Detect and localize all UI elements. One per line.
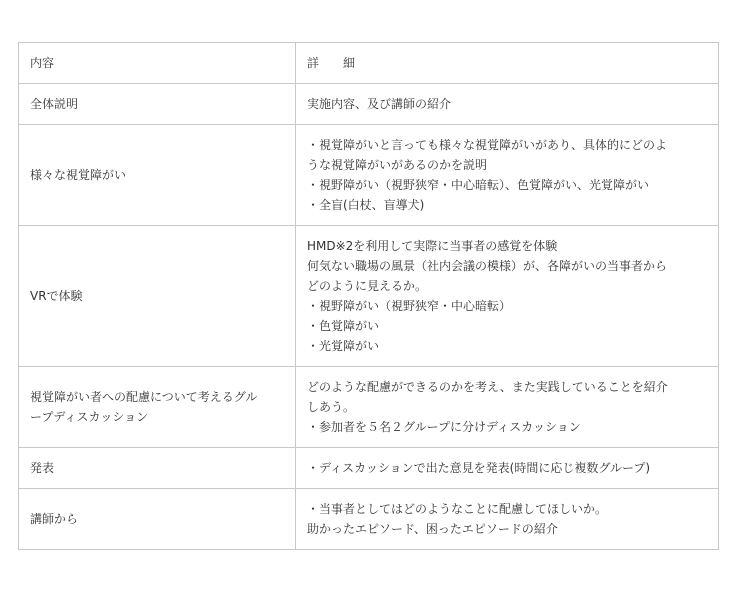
detail-line: ・ディスカッションで出た意見を発表(時間に応じ複数グループ) — [307, 461, 651, 475]
row-label: VRで体験 — [19, 226, 296, 367]
row-label-line: 視覚障がい者への配慮について考えるグル — [30, 390, 258, 404]
detail-line: どのような配慮ができるのかを考え、また実践していることを紹介 — [307, 380, 668, 394]
detail-line: ・視野障がい（視野狭窄・中心暗転） — [307, 299, 512, 313]
table-row — [19, 125, 719, 226]
detail-line: ・参加者を５名２グループに分けディスカッション — [307, 420, 581, 434]
table-row — [19, 226, 719, 367]
table-header-row — [19, 43, 719, 84]
row-label: 様々な視覚障がい — [19, 125, 296, 226]
row-detail — [296, 226, 719, 367]
table-row — [19, 448, 719, 489]
row-label: 全体説明 — [19, 84, 296, 125]
row-label: 発表 — [19, 448, 296, 489]
detail-line: ・視覚障がいと言っても様々な視覚障がいがあり、具体的にどのよ — [307, 138, 668, 152]
row-detail — [296, 489, 719, 550]
table-row — [19, 489, 719, 550]
detail-line: HMD※2を利用して実際に当事者の感覚を体験 — [307, 239, 558, 253]
table-row — [19, 84, 719, 125]
row-detail — [296, 84, 719, 125]
detail-line: ・色覚障がい — [307, 319, 380, 333]
detail-line: ・光覚障がい — [307, 339, 380, 353]
row-detail — [296, 448, 719, 489]
program-details-sheet — [18, 42, 718, 550]
row-detail — [296, 125, 719, 226]
detail-line: ・全盲(白杖、盲導犬) — [307, 198, 425, 212]
row-detail — [296, 367, 719, 448]
table-row — [19, 367, 719, 448]
detail-line: 何気ない職場の風景（社内会議の模様）が、各障がいの当事者から — [307, 259, 668, 273]
detail-line: ・当事者としてはどのようなことに配慮してほしいか。 — [307, 502, 608, 516]
header-detail-cell: 詳 細 — [296, 43, 719, 84]
row-label-line: ープディスカッション — [30, 410, 149, 424]
detail-line: 実施内容、及び講師の紹介 — [307, 97, 452, 111]
detail-line: ・視野障がい（視野狭窄・中心暗転）、色覚障がい、光覚障がい — [307, 178, 650, 192]
detail-line: うな視覚障がいがあるのかを説明 — [307, 158, 488, 172]
detail-line: 助かったエピソード、困ったエピソードの紹介 — [307, 522, 558, 536]
program-table — [18, 42, 719, 550]
detail-line: しあう。 — [307, 400, 356, 414]
row-label: 講師から — [19, 489, 296, 550]
header-content-cell: 内容 — [19, 43, 296, 84]
detail-line: どのように見えるか。 — [307, 279, 428, 293]
row-label — [19, 367, 296, 448]
